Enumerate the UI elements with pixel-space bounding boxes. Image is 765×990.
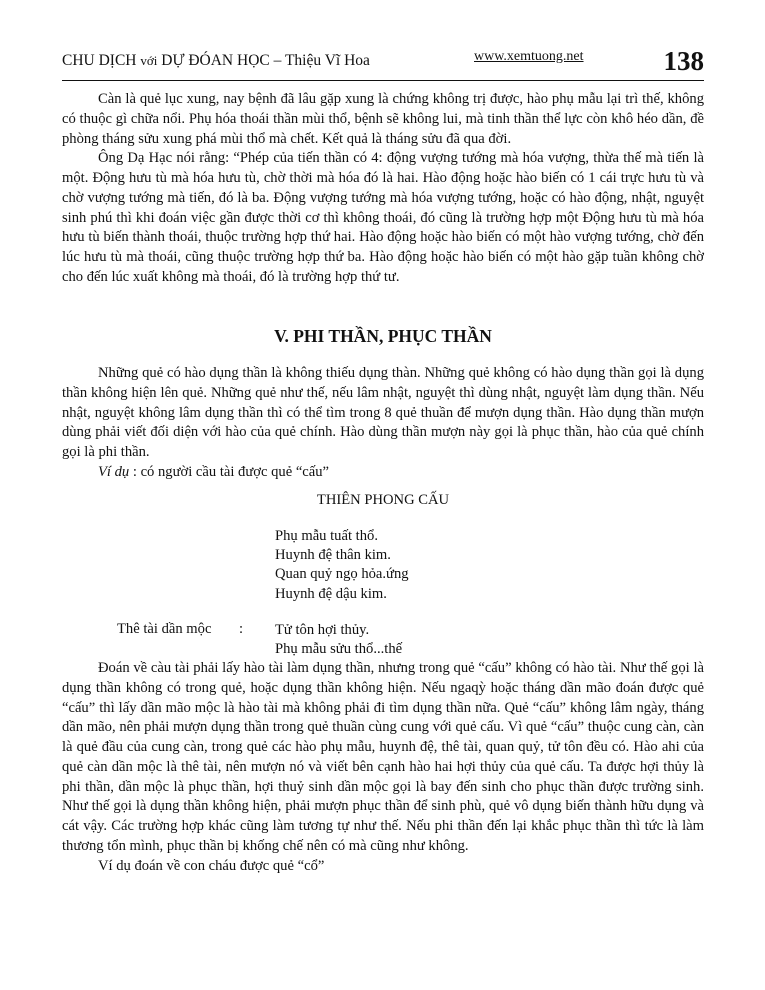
section-body bbox=[62, 364, 704, 483]
website-link[interactable]: www.xemtuong.net bbox=[474, 49, 584, 64]
paragraph: Càn là quẻ lục xung, nay bệnh đã lâu gặp xung là chứng không trị được, hào phụ mẫu lại trì thế, không có thuộc gì chữa nổi. Phụ hóa thoái thần mùi thổ, bệnh sẽ không lui, mà tinh thần thể lực còn khô héo dần, đề phòng tháng sửu xung phá mùi thổ mà chết. Kết quả là tháng sửu đã qua đời. bbox=[62, 91, 704, 147]
hexagram-line: Tử tôn hợi thủy. bbox=[275, 622, 370, 638]
page-header bbox=[62, 48, 704, 78]
book-title bbox=[62, 52, 370, 70]
hexagram-line: Phụ mẫu tuất thổ. bbox=[275, 528, 378, 544]
paragraph: Ông Dạ Hạc nói rằng: “Phép của tiến thần có 4: động vượng tướng mà hóa vượng, thừa thế mà tiến là một. Động hưu tù mà hóa hưu tù, chờ thời mà hóa đó là hai. Hào động hoặc hào biến có 1 cái trực hưu tù và chờ vượng tướng mà tiến, đó là ba. Động vượng tướng mà hóa vượng tướng, hoặc có hào động, nhật, nguyệt sinh phú thì khi đoán việc gần được thời cơ thì không thoái, đó cũng là trường hợp một Động hưu tù mà hóa hưu tù biến thành thoái, thuộc trường hợp thứ hai. Hào động hoặc hào biến có một hào vượng tướng, chờ đến lúc hưu tù mà thoái, cũng thuộc trường hợp thứ ba. Hào động hoặc hào biến có một hào gặp tuần không chờ cho đến lúc xuất không mà thoái, đó là trường hợp thứ tư. bbox=[62, 150, 704, 285]
header-divider bbox=[62, 80, 704, 81]
page-number: 138 bbox=[663, 46, 704, 76]
hexagram-lines-2 bbox=[275, 621, 402, 659]
hexagram-line: Huynh đệ thân kim. bbox=[275, 547, 391, 564]
example-text: : có người cầu tài được quẻ “cấu” bbox=[129, 463, 330, 480]
paragraph: Những quẻ có hào dụng thần là không thiếu dụng thàn. Những quẻ không có hào dụng thần gọi là dụng thần không hiện lên quẻ. Những quẻ như thế, nếu lâm nhật, nguyệt thì dùng nhật, nguyệt làm dụng thần. Nếu nhật, nguyệt không lâm dụng thần thì có thể tìm trong 8 quẻ thuần để mượn dụng thần. Hào dụng thần mượn dùng phải viết đối diện với hào của quẻ chính. Hào dùng thần mượn này gọi là phục thần, hào của quẻ chính gọi là phi thần. bbox=[62, 365, 704, 460]
hexagram-line: Phụ mẫu sửu thổ...thế bbox=[275, 641, 403, 658]
hexagram-title: THIÊN PHONG CẤU bbox=[316, 492, 450, 508]
hexagram-line: Quan quỷ ngọ hỏa.ứng bbox=[275, 566, 409, 583]
example-intro-2: Ví dụ đoán về con cháu được quẻ “cổ” bbox=[98, 857, 325, 874]
example-intro bbox=[62, 463, 704, 483]
book-title-part2: DỰ ĐÓAN HỌC – Thiệu Vĩ Hoa bbox=[157, 52, 370, 69]
top-paragraphs bbox=[62, 90, 704, 288]
book-title-part1: CHU DỊCH bbox=[62, 52, 141, 69]
analysis-body bbox=[62, 659, 704, 876]
section-heading: V. PHI THẦN, PHỤC THẦN bbox=[274, 326, 492, 346]
example-label: Ví dụ bbox=[98, 463, 130, 480]
hidden-spirit-label: Thê tài dần mộc bbox=[117, 621, 212, 637]
paragraph: Đoán về càu tài phải lấy hào tài làm dụng thần, nhưng trong quẻ “cấu” không có hào tài. Như thế gọi là dụng thần không có trong quẻ, hoặc dụng thần không hiện. Nếu ngaqỳ hoặc tháng dần mão đoán được quẻ “cấu” thì lấy dần mão mộc là hào tài mà không phải đi tìm dụng thần nữa. Quẻ “cấu” không lâm ngày, tháng dần mão, nên phải mượn dụng thần trong quẻ thuần cùng cung với quẻ cấu. Vì quẻ “cấu” thuộc cung càn, càn là quẻ đầu của cung càn, trong quẻ các hào phụ mẫu, huynh đệ, thê tài, quan quỷ, tử tôn đều có. Hào ahi của quẻ càn dần mộc là thê tài, nên mượn nó và viết bên cạnh hào hai hợi thủy của quẻ cấu. Ta được hợi thủy là phi thần, dần mộc là phục thần, hợi thuỷ sinh dần mộc gọi là bay đến sinh cho phục thần được trường sinh. Như thế gọi là dụng thần không hiện, phải mượn phục thần để sinh phù, quẻ vô dụng biến thành hữu dụng và cát vậy. Các trường hợp khác cũng làm tương tự như thế. Nếu phi thần đến lại khắc phục thần thì tức là làm thương tổn mình, phục thần bị khống chế nên có mà cũng như không. bbox=[62, 660, 704, 854]
book-title-small: với bbox=[140, 53, 158, 68]
hexagram-line: Huynh đệ dậu kim. bbox=[275, 585, 387, 602]
hexagram-lines bbox=[275, 527, 409, 604]
label-colon: : bbox=[239, 621, 244, 637]
